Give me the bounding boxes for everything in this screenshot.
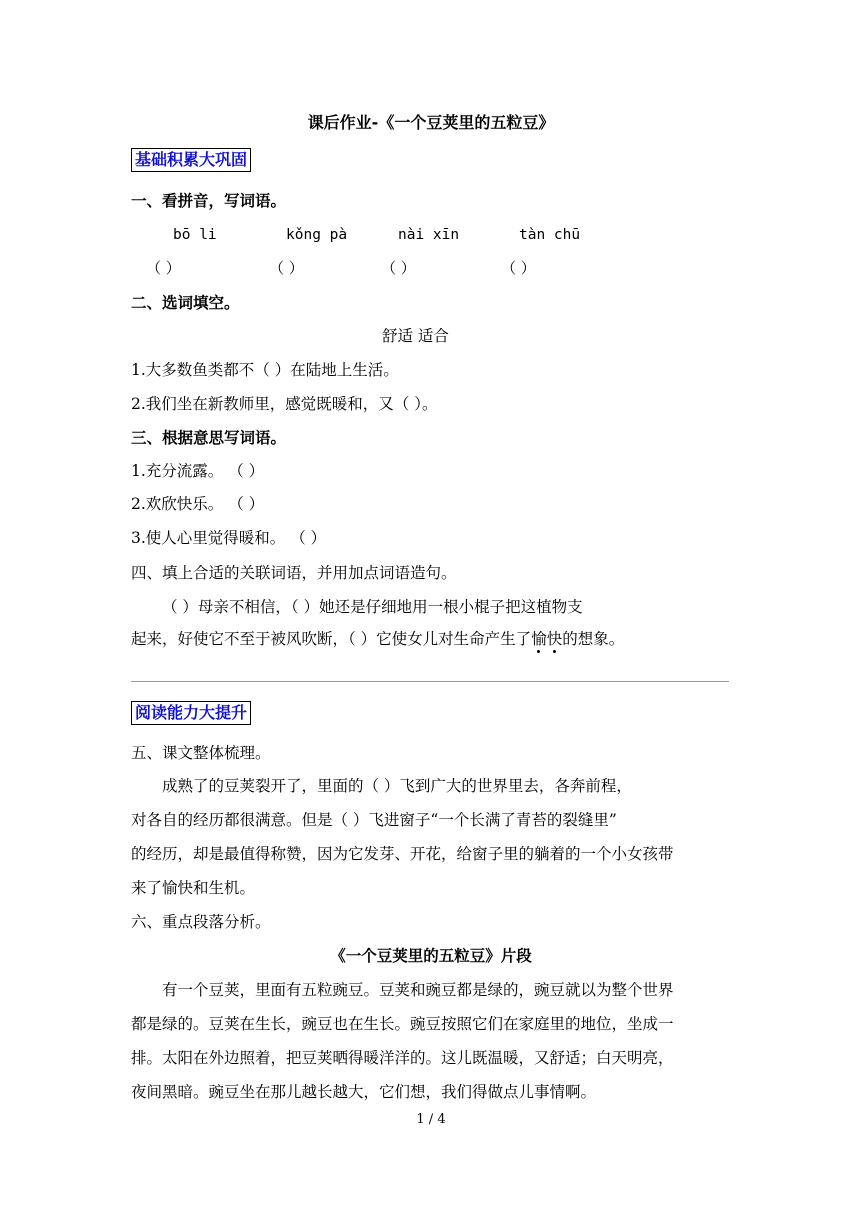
worksheet-page — [131, 0, 731, 1216]
answer-blank-1[interactable]: （ ） — [146, 259, 181, 277]
question-3-item-3: 3.使人心里觉得暖和。 （ ） — [131, 529, 327, 547]
passage-line-2: 都是绿的。豆荚在生长，豌豆也在生长。豌豆按照它们在家庭里的地位，坐成一 — [131, 1015, 674, 1033]
question-1-heading: 一、看拼音，写词语。 — [131, 192, 287, 210]
answer-blank-row — [131, 258, 731, 278]
section-badge-reading: 阅读能力大提升 — [131, 701, 251, 725]
emphasis-dot-char-1: 愉 — [531, 630, 547, 648]
pinyin-2: kǒng pà — [286, 227, 348, 243]
answer-blank-2[interactable]: （ ） — [269, 259, 304, 277]
question-4-line-1: （ ）母亲不相信，（ ）她还是仔细地用一根小棍子把这植物支 — [162, 598, 583, 616]
question-5-line-4: 来了愉快和生机。 — [131, 879, 256, 897]
pinyin-row — [131, 225, 731, 245]
emphasis-dot-char-2: 快 — [546, 630, 563, 648]
question-6-heading: 六、重点段落分析。 — [131, 913, 271, 931]
answer-blank-4[interactable]: （ ） — [501, 259, 536, 277]
pinyin-1: bō li — [173, 227, 217, 243]
question-5-line-1: 成熟了的豆荚裂开了，里面的（ ）飞到广大的世界里去，各奔前程， — [162, 777, 632, 795]
question-4-heading: 四、填上合适的关联词语，并用加点词语造句。 — [131, 564, 457, 582]
word-choices: 舒适 适合 — [382, 327, 449, 345]
question-3-item-2: 2.欢欣快乐。 （ ） — [131, 495, 265, 513]
question-3-item-1: 1.充分流露。 （ ） — [131, 462, 265, 480]
passage-line-4: 夜间黑暗。豌豆坐在那儿越长越大，它们想，我们得做点儿事情啊。 — [131, 1083, 597, 1101]
page-number: 1 / 4 — [416, 1112, 446, 1127]
question-4-line-2-end: 的想象。 — [562, 630, 625, 648]
passage-line-1: 有一个豆荚，里面有五粒豌豆。豆荚和豌豆都是绿的，豌豆就以为整个世界 — [162, 981, 674, 999]
question-5-heading: 五、课文整体梳理。 — [131, 744, 271, 762]
question-4-line-2-text: 起来，好使它不至于被风吹断，（ ）它使女儿对生命产生了 — [131, 630, 532, 648]
answer-blank-3[interactable]: （ ） — [381, 259, 416, 277]
question-3-heading: 三、根据意思写词语。 — [131, 429, 287, 447]
pinyin-3: nài xīn — [398, 227, 460, 243]
passage-line-3: 排。太阳在外边照着，把豆荚晒得暖洋洋的。这儿既温暖，又舒适；白天明亮， — [131, 1049, 674, 1067]
page-title: 课后作业-《一个豆荚里的五粒豆》 — [307, 113, 555, 132]
pinyin-4: tàn chū — [519, 227, 581, 243]
question-2-heading: 二、选词填空。 — [131, 294, 240, 312]
question-2-item-1: 1.大多数鱼类都不（ ）在陆地上生活。 — [131, 361, 399, 379]
question-4-line-2 — [131, 629, 624, 649]
question-2-item-2: 2.我们坐在新教师里，感觉既暖和，又（ ）。 — [131, 395, 438, 413]
section-divider — [131, 681, 729, 682]
section-badge-basic: 基础积累大巩固 — [131, 148, 251, 172]
question-5-line-3: 的经历，却是最值得称赞，因为它发芽、开花，给窗子里的躺着的一个小女孩带 — [131, 845, 674, 863]
passage-title: 《一个豆荚里的五粒豆》片段 — [330, 947, 532, 965]
question-5-line-2: 对各自的经历都很满意。但是（ ）飞进窗子“一个长满了青苔的裂缝里” — [131, 811, 617, 829]
